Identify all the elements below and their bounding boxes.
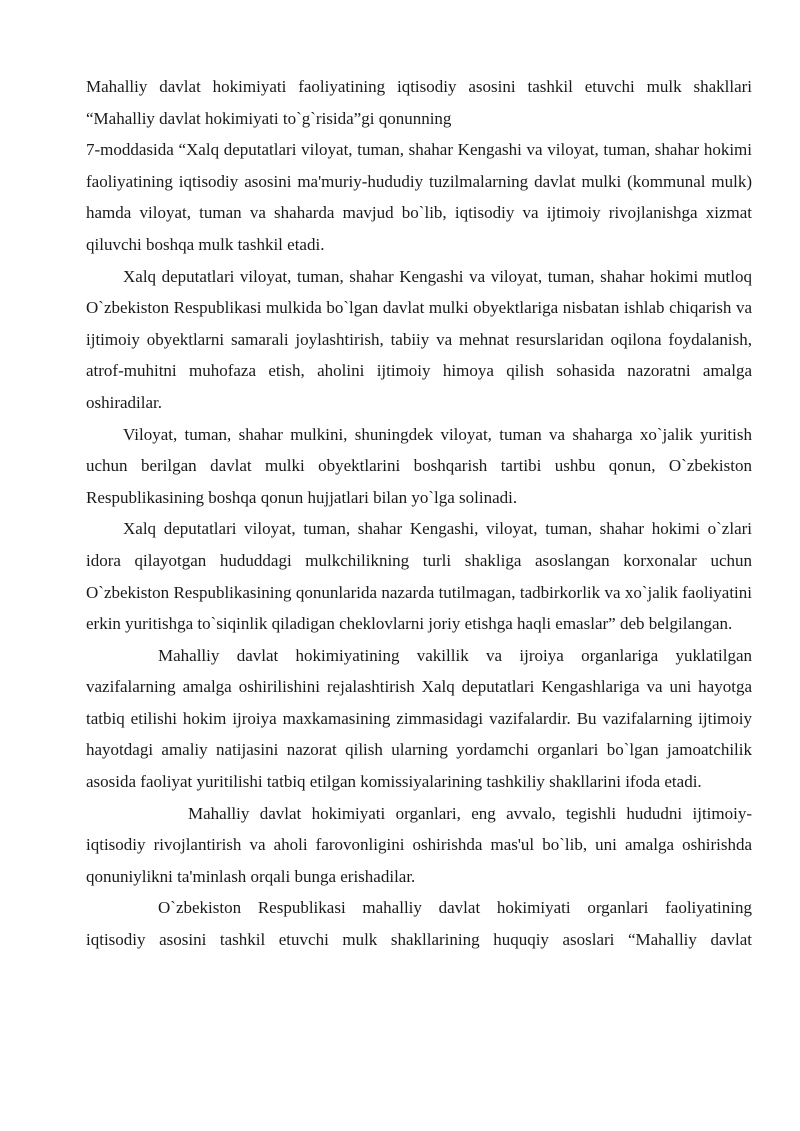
paragraph-business-restrictions: Xalq deputatlari viloyat, tuman, shahar Kengashi, viloyat, tuman, shahar hokimi o`zlari idora qilayotgan hududdagi mulkchilikning turli shakliga asoslangan korxonalar uchun O`zbekiston Respublikasining qonunlarida nazarda tutilmagan, tadbirkorlik va xo`jalik faoliyatini erkin yuritishga to`siqinlik qiladigan cheklovlarni joriy etishga haqli emaslar” deb belgilangan. xyxy=(86,519,752,634)
paragraph-local-authorities-responsibility: Mahalliy davlat hokimiyati organlari, eng avvalo, tegishli hududni ijtimoiy-iqtisodiy rivojlantirish va aholi farovonligini oshirishda mas'ul bo`lib, uni amalga oshirishda qonuniylikni ta'minlash orqali bunga erishadilar. xyxy=(86,803,752,886)
document-page xyxy=(86,71,752,956)
paragraph-legal-basis-line-1: O`zbekiston Respublikasi mahalliy davlat hokimiyati organlari faoliyatining xyxy=(158,898,752,918)
paragraph-property-management: Viloyat, tuman, shahar mulkini, shuningdek viloyat, tuman va shaharga xo`jalik yuritish uchun berilgan davlat mulki obyektlarini boshqarish tartibi ushbu qonun, O`zbekiston Respublikasining boshqa qonun hujjatlari bilan yo`lga solinadi. xyxy=(86,424,752,507)
paragraph-tasks-planning: Mahalliy davlat hokimiyatining vakillik va ijroiya organlariga yuklatilgan vazifalarning amalga oshirilishini rejalashtirish Xalq deputatlari Kengashlariga va uni hayotga tatbiq etilishi hokim ijroiya maxkamasining zimmasidagi vazifalardir. Bu vazifalarning ijtimoiy hayotdagi amaliy natijasini nazorat qilish ularning yordamchi organlari bo`lgan jamoatchilik asosida faoliyat yuritilishi tatbiq etilgan komissiyalarining tashkiliy shakllarini ifoda etadi. xyxy=(86,645,752,792)
heading-line-1: Mahalliy davlat hokimiyati faoliyatining iqtisodiy asosini tashkil etuvchi mulk shakllari xyxy=(86,77,752,96)
heading-line-2: “Mahalliy davlat hokimiyati to`g`risida”gi qonunning xyxy=(86,108,452,128)
paragraph-legal-basis-line-2: iqtisodiy asosini tashkil etuvchi mulk shakllarining huquqiy asoslari “Mahalliy davlat xyxy=(86,930,752,950)
paragraph-article-7: 7-moddasida “Xalq deputatlari viloyat, tuman, shahar Kengashi va viloyat, tuman, shahar hokimi faoliyatining iqtisodiy asosini ma'muriy-hududiy tuzilmalarning davlat mulki (kommunal mulk) hamda viloyat, tuman va shaharda mavjud bo`lib, iqtisodiy va ijtimoiy rivojlanishga xizmat qiluvchi boshqa mulk tashkil etadi. xyxy=(86,140,752,254)
paragraph-state-property-control: Xalq deputatlari viloyat, tuman, shahar Kengashi va viloyat, tuman, shahar hokimi mutloq O`zbekiston Respublikasi mulkida bo`lgan davlat mulki obyektlariga nisbatan ishlab chiqarish va ijtimoiy obyektlarni samarali joylashtirish, tabiiy va mehnat resurslaridan oqilona foydalanish, atrof-muhitni muhofaza etish, aholini ijtimoiy himoya qilish sohasida nazoratni amalga oshiradilar. xyxy=(86,266,752,412)
